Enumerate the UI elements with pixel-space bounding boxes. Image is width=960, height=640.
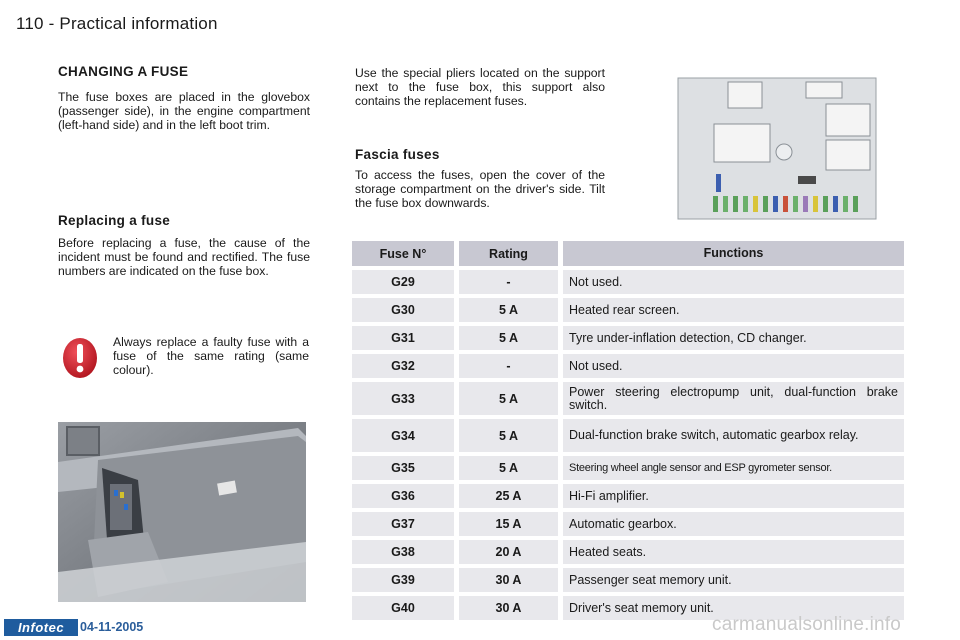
warning-text: Always replace a faulty fuse with a fuse of the same rating (same colour). [113, 335, 309, 377]
rating-cell: 30 A [459, 568, 558, 592]
glovebox-fuse-photo [58, 422, 306, 602]
function-cell [563, 419, 904, 452]
table-row [352, 568, 904, 592]
function-text: Heated seats. [569, 544, 647, 559]
table-row [352, 540, 904, 564]
rating-cell: 5 A [459, 382, 558, 415]
rating-cell: 15 A [459, 512, 558, 536]
function-cell [563, 298, 904, 322]
fuse-number-cell: G34 [352, 419, 454, 452]
fuse-number-cell: G38 [352, 540, 454, 564]
function-text: Not used. [569, 274, 623, 289]
fascia-fuses-heading: Fascia fuses [355, 147, 440, 162]
watermark: carmanualsonline.info [712, 614, 902, 635]
function-cell [563, 326, 904, 350]
rating-cell: 5 A [459, 298, 558, 322]
table-row [352, 512, 904, 536]
table-row [352, 382, 904, 415]
fuse-number-cell: G30 [352, 298, 454, 322]
rating-cell: 5 A [459, 419, 558, 452]
infotec-logo: Infotec [4, 619, 78, 636]
rating-cell: 20 A [459, 540, 558, 564]
function-cell [563, 568, 904, 592]
function-text: Driver's seat memory unit. [569, 600, 714, 615]
column-header-rating: Rating [459, 241, 558, 266]
fuse-number-cell: G33 [352, 382, 454, 415]
function-cell [563, 456, 904, 480]
table-row [352, 484, 904, 508]
footer-date: 04-11-2005 [80, 620, 144, 634]
fuse-number-cell: G35 [352, 456, 454, 480]
rating-cell: 5 A [459, 456, 558, 480]
fuse-number-cell: G32 [352, 354, 454, 378]
table-row [352, 270, 904, 294]
fuse-number-cell: G36 [352, 484, 454, 508]
table-row [352, 326, 904, 350]
changing-fuse-text: The fuse boxes are placed in the glovebox (passenger side), in the engine compartment (left-hand side) and in the left boot trim. [58, 90, 310, 132]
replacing-fuse-heading: Replacing a fuse [58, 213, 171, 228]
table-row [352, 298, 904, 322]
fuse-number-cell: G40 [352, 596, 454, 620]
function-cell [563, 382, 904, 415]
function-text: Tyre under-inflation detection, CD changer. [569, 330, 807, 345]
function-text: Steering wheel angle sensor and ESP gyrometer sensor. [569, 461, 832, 474]
fuse-table [352, 241, 904, 624]
fuse-number-cell: G39 [352, 568, 454, 592]
function-cell [563, 484, 904, 508]
rating-cell: - [459, 270, 558, 294]
function-text: Dual-function brake switch, automatic gearbox relay. [569, 428, 859, 442]
page-title: 110 - Practical information [16, 14, 218, 33]
function-text: Not used. [569, 358, 623, 373]
rating-cell: 5 A [459, 326, 558, 350]
column-header-functions: Functions [563, 241, 904, 266]
pliers-text: Use the special pliers located on the support next to the fuse box, this support also contains the replacement fuses. [355, 66, 605, 108]
rating-cell: - [459, 354, 558, 378]
function-text: Automatic gearbox. [569, 516, 677, 531]
column-header-fuse: Fuse N° [352, 241, 454, 266]
table-header-row [352, 241, 904, 266]
rating-cell: 30 A [459, 596, 558, 620]
function-text: Heated rear screen. [569, 302, 680, 317]
function-cell [563, 270, 904, 294]
changing-fuse-section [58, 64, 310, 132]
function-text: Hi-Fi amplifier. [569, 488, 649, 503]
function-text: Power steering electropump unit, dual-function brake switch. [569, 384, 898, 412]
function-text: Passenger seat memory unit. [569, 572, 732, 587]
table-row [352, 456, 904, 480]
replacing-fuse-text: Before replacing a fuse, the cause of the incident must be found and rectified. The fuse numbers are indicated on the fuse box. [58, 236, 310, 278]
fuse-number-cell: G37 [352, 512, 454, 536]
table-row [352, 419, 904, 452]
fuse-number-cell: G31 [352, 326, 454, 350]
table-row [352, 354, 904, 378]
function-cell [563, 540, 904, 564]
rating-cell: 25 A [459, 484, 558, 508]
exclamation-icon [62, 337, 98, 379]
fascia-fuses-text: To access the fuses, open the cover of the storage compartment on the driver's side. Tilt the fuse box downwards. [355, 168, 605, 210]
changing-fuse-heading: CHANGING A FUSE [58, 64, 189, 79]
fuse-number-cell: G29 [352, 270, 454, 294]
function-cell [563, 512, 904, 536]
function-cell [563, 354, 904, 378]
fascia-fusebox-photo [676, 76, 878, 221]
